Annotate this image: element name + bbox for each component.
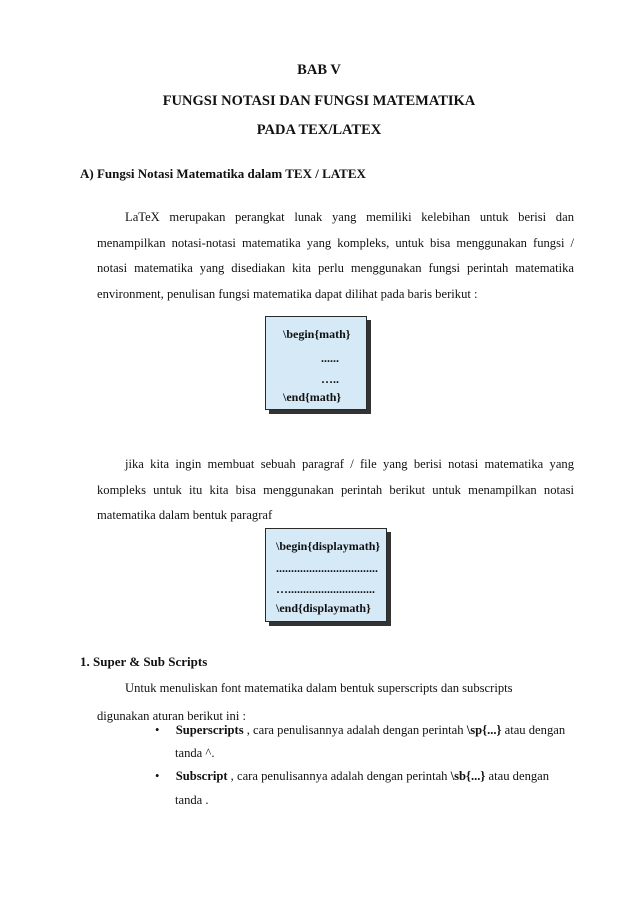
- section-1-heading: 1. Super & Sub Scripts: [80, 654, 208, 669]
- chapter-title-line1: FUNGSI NOTASI DAN FUNGSI MATEMATIKA: [162, 93, 476, 109]
- bullet-command: \sp{...}: [466, 723, 502, 737]
- bullet-subscript: [155, 769, 549, 784]
- section-a-paragraph: [97, 205, 574, 307]
- paragraph-line: kompleks untuk itu kita bisa menggunakan perintah berikut untuk menampilkan notasi: [97, 482, 574, 497]
- code-line: \end{displaymath}: [276, 601, 371, 615]
- section-1-intro-line: digunakan aturan berikut ini :: [97, 709, 246, 723]
- code-line: \begin{math}: [283, 327, 351, 341]
- code-line: ..................................: [276, 561, 378, 575]
- paragraph-line: LaTeX merupakan perangkat lunak yang memiliki kelebihan untuk berisi dan: [125, 210, 574, 224]
- code-line: …..: [321, 372, 339, 386]
- chapter-number: BAB V: [297, 62, 341, 78]
- paragraph-line: matematika dalam bentuk paragraf: [97, 508, 273, 522]
- bullet-superscripts: [155, 723, 565, 738]
- paragraph-line: menampilkan notasi-notasi matematika yang kompleks, untuk bisa menggunakan fungsi /: [97, 235, 574, 250]
- section-1-intro-line: Untuk menuliskan font matematika dalam bentuk superscripts dan subscripts: [125, 681, 513, 695]
- code-line: \begin{displaymath}: [276, 539, 381, 553]
- section-a-heading: A) Fungsi Notasi Matematika dalam TEX / LATEX: [80, 166, 366, 181]
- code-line: \end{math}: [283, 390, 342, 404]
- bullet-subscript-line2: tanda .: [175, 793, 209, 807]
- paragraph-line: notasi matematika yang disediakan kita perlu menggunakan fungsi perintah matematika: [97, 261, 574, 275]
- chapter-title-line2: PADA TEX/LATEX: [256, 122, 382, 138]
- section-a-paragraph-2: [97, 452, 574, 529]
- code-line: ......: [321, 351, 339, 365]
- bullet-superscripts-line2: tanda ^.: [175, 746, 215, 760]
- bullet-icon: •: [155, 769, 160, 783]
- bullet-term: Superscripts: [175, 723, 244, 737]
- bullet-tail: atau dengan: [501, 723, 566, 737]
- math-environment-codebox: [265, 316, 367, 410]
- bullet-tail: atau dengan: [485, 769, 550, 783]
- displaymath-environment-codebox: [265, 528, 387, 622]
- bullet-text: , cara penulisannya adalah dengan perintah: [227, 769, 451, 783]
- bullet-term: Subscript: [175, 769, 228, 783]
- bullet-text: , cara penulisannya adalah dengan perintah: [243, 723, 467, 737]
- code-line: ….............................: [276, 582, 375, 596]
- paragraph-line: environment, penulisan fungsi matematika dapat dilihat pada baris berikut :: [97, 286, 478, 301]
- bullet-icon: •: [155, 723, 160, 737]
- paragraph-line: jika kita ingin membuat sebuah paragraf / file yang berisi notasi matematika yang: [125, 457, 574, 471]
- bullet-command: \sb{...}: [450, 769, 486, 783]
